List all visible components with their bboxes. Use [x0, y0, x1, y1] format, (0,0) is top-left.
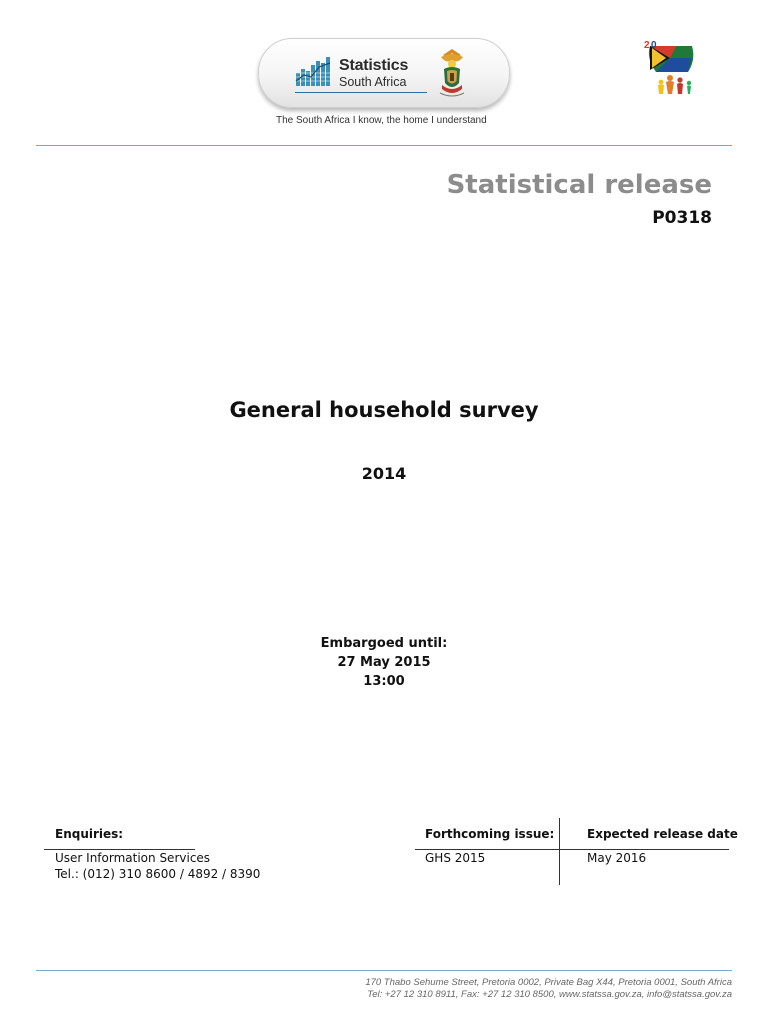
header-rule [36, 145, 732, 146]
forthcoming-issue-value: GHS 2015 [425, 851, 486, 865]
tagline: The South Africa I know, the home I understand [276, 115, 487, 126]
stats-sa-logo [258, 38, 510, 108]
survey-year: 2014 [361, 464, 407, 483]
survey-title: General household survey [229, 398, 539, 422]
embargo-date: 27 May 2015 [337, 655, 431, 670]
svg-text:0: 0 [651, 40, 657, 51]
footer-rule [36, 970, 732, 971]
embargo-label: Embargoed until: [320, 636, 448, 651]
forthcoming-table-rule [415, 849, 729, 850]
footer-contact: Tel: +27 12 310 8911, Fax: +27 12 310 8500, www.statssa.gov.za, info@statssa.gov.za [367, 989, 732, 1000]
expected-release-date-header: Expected release date [587, 827, 738, 841]
footer-address: 170 Thabo Sehume Street, Pretoria 0002, Private Bag X44, Pretoria 0001, South Africa [365, 977, 732, 988]
coat-of-arms-icon [437, 47, 467, 99]
bar-chart-icon [295, 55, 331, 87]
twenty-years-of-freedom-logo [640, 40, 704, 104]
enquiries-rule [44, 849, 195, 850]
statistical-release-label: Statistical release [446, 170, 712, 200]
enquiries-name: User Information Services [55, 851, 211, 865]
release-code: P0318 [652, 208, 712, 228]
embargo-time: 13:00 [363, 674, 405, 689]
enquiries-label: Enquiries: [55, 827, 124, 841]
enquiries-tel: Tel.: (012) 310 8600 / 4892 / 8390 [55, 867, 261, 881]
logo-text-south-africa: South Africa [339, 75, 407, 89]
forthcoming-table-divider [559, 818, 560, 885]
logo-underline [295, 92, 427, 93]
expected-release-date-value: May 2016 [587, 851, 647, 865]
logo-text-statistics: Statistics [339, 57, 409, 74]
forthcoming-issue-header: Forthcoming issue: [425, 827, 555, 841]
svg-text:2: 2 [644, 40, 650, 51]
embargo-block [0, 634, 768, 691]
